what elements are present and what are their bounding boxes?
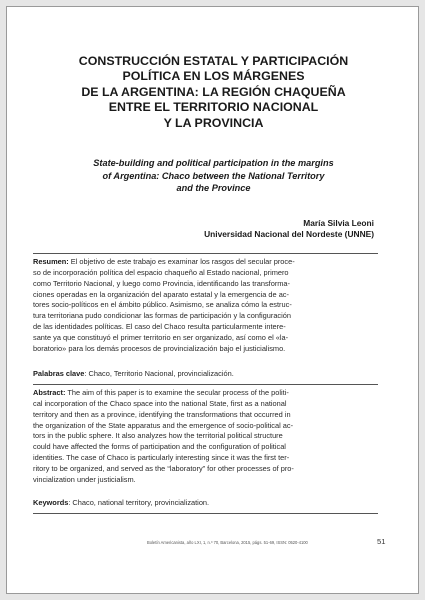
resumen-line: tura territoriana pudo condicionar las formas de participación y la configuración	[33, 311, 291, 321]
resumen-line: tores socio-políticos en el ámbito público. Asimismo, se analiza cómo la estruc-	[33, 300, 292, 310]
abstract-line: could have affected the forms of participation and the configuration of political	[33, 442, 286, 452]
page-number: 51	[377, 537, 386, 546]
author-name: María Silvia Leoni	[303, 218, 374, 228]
palabras-clave-line	[33, 369, 378, 380]
abstract-line: cal incorporation of the Chaco space into the national State, first as a national	[33, 398, 287, 408]
abstract-line: tors in the public sphere. It also analyzes how the territorial political structure	[33, 431, 283, 441]
keywords-line	[33, 498, 378, 509]
running-footer: Boletín Americanista, año LXI, 1, n.º 70, Barcelona, 2015, págs. 51-69, ISSN: 0520-4100	[147, 540, 308, 545]
resumen-line: como Territorio Nacional, y luego como Provincia, identificando las transforma-	[33, 278, 291, 288]
document-page	[6, 6, 419, 594]
resumen-label: Resumen:	[33, 257, 69, 266]
resumen-line: ciones operadas en la organización del aparato estatal y la emergencia de ac-	[33, 289, 289, 299]
abstract-label: Abstract:	[33, 388, 66, 397]
resumen-paragraph	[33, 257, 378, 355]
resumen-line: so de incorporación política del espacio chaqueño al Estado nacional, primero	[33, 267, 289, 277]
abstract-line: identities. The case of Chaco is particularly interesting since it was the first ter-	[33, 453, 290, 463]
author-affiliation: Universidad Nacional del Nordeste (UNNE)	[204, 229, 374, 240]
subtitle-line: State-building and political participation in the margins	[93, 158, 334, 168]
resumen-line: boratorio» para los demás procesos de provincialización bajo el justicialismo.	[33, 343, 286, 353]
palabras-clave-text: : Chaco, Territorio Nacional, provincialización.	[84, 369, 234, 378]
top-divider	[33, 253, 378, 254]
article-title	[47, 54, 380, 131]
subtitle-line: and the Province	[176, 183, 251, 194]
resumen-line: sante ya que constituyó el primer territorio en ser organizado, así como el «la-	[33, 332, 289, 342]
author-block	[204, 218, 374, 241]
title-line: POLÍTICA EN LOS MÁRGENES	[122, 69, 305, 84]
article-subtitle-english	[43, 157, 384, 195]
title-line: CONSTRUCCIÓN ESTATAL Y PARTICIPACIÓN	[78, 54, 349, 68]
abstract-line: vincialization under justicialism.	[33, 474, 136, 484]
title-line: Y LA PROVINCIA	[163, 115, 264, 130]
resumen-line: de las identidades políticas. El caso del Chaco resulta particularmente intere-	[33, 322, 286, 332]
title-line: DE LA ARGENTINA: LA REGIÓN CHAQUEÑA	[81, 84, 346, 99]
middle-divider	[33, 384, 378, 385]
abstract-paragraph	[33, 388, 378, 486]
abstract-line: the organization of the State apparatus and the emergence of socio-political ac-	[33, 420, 294, 430]
abstract-line: ritory to be organized, and served as the “laboratory” for other processes of pro-	[33, 463, 294, 473]
title-line: ENTRE EL TERRITORIO NACIONAL	[108, 100, 319, 115]
bottom-divider	[33, 513, 378, 514]
palabras-clave-label: Palabras clave	[33, 369, 85, 378]
keywords-label: Keywords	[33, 498, 69, 507]
abstract-line: Abstract: The aim of this paper is to examine the secular process of the politi-	[33, 388, 289, 397]
keywords-text: : Chaco, national territory, provincialization.	[68, 498, 210, 507]
resumen-line: Resumen: El objetivo de este trabajo es examinar los rasgos del secular proce-	[33, 257, 295, 266]
subtitle-line: of Argentina: Chaco between the National Territory	[102, 170, 325, 181]
abstract-line: territory and then as a province, identifying the transformations that occurred in	[33, 409, 291, 419]
